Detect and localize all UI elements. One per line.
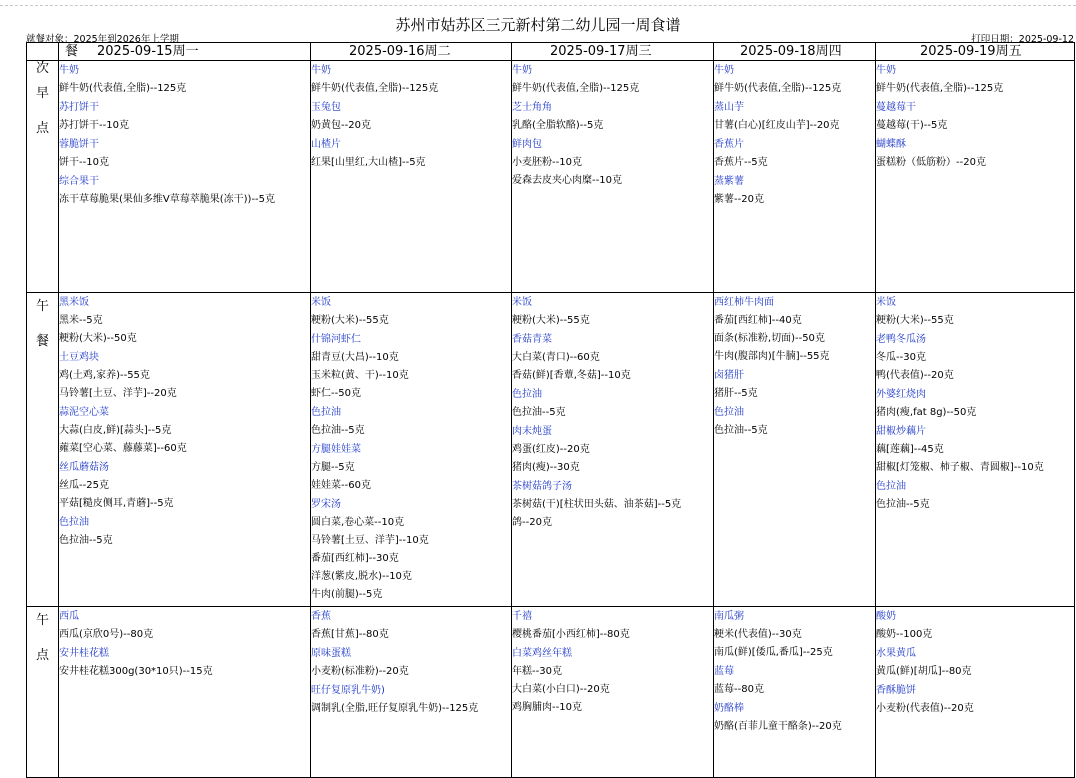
day-header	[876, 43, 1075, 61]
ingredient-item: 乳酪(全脂软酪)--5克	[512, 120, 604, 131]
ingredient-item: 小麦粉(代表值)--20克	[876, 703, 974, 714]
dish-name: 奶酪棒	[714, 703, 744, 714]
dish-name: 甜椒炒藕片	[876, 426, 926, 437]
ingredient-item: 牛肉(前腿)--5克	[311, 589, 383, 600]
day-weekday: 周五	[995, 44, 1022, 59]
ingredient-item: 蓝莓--80克	[714, 684, 764, 695]
dish-name: 蒸紫薯	[714, 176, 744, 187]
ingredient-item: 西瓜(京欣0号)--80克	[59, 629, 154, 640]
day-weekday: 周二	[424, 44, 451, 59]
day-date: 2025-09-16	[349, 44, 425, 59]
weekly-menu-table	[26, 42, 1075, 778]
ingredient-item: 蛋糕粉（低筋粉）--20克	[876, 157, 986, 168]
menu-cell	[512, 293, 714, 607]
dish-name: 山楂片	[311, 139, 341, 150]
ingredient-item: 南瓜(鲜)[倭瓜,番瓜]--25克	[714, 647, 833, 658]
dining-target-label: 就餐对象：2025年到2026年上学期	[26, 34, 179, 45]
ingredient-item: 酸奶--100克	[876, 629, 933, 640]
ingredient-item: 粳粉(大米)--50克	[59, 333, 137, 344]
ingredient-item: 鸡蛋(红皮)--20克	[512, 444, 590, 455]
dish-name: 蒸山芋	[714, 102, 744, 113]
ingredient-item: 蕹菜[空心菜、藤藤菜]--60克	[59, 443, 187, 454]
dish-name: 卤猪肝	[714, 370, 744, 381]
ingredient-item: 饼干--10克	[59, 157, 109, 168]
ingredient-item: 香蕉片--5克	[714, 157, 768, 168]
ingredient-item: 玉米粒(黄、干)--10克	[311, 370, 409, 381]
dish-name: 什锦河虾仁	[311, 334, 361, 345]
menu-cell	[876, 293, 1075, 607]
ingredient-item: 鲜牛奶(代表值,全脂)--125克	[714, 83, 842, 94]
dish-name: 色拉油	[512, 389, 542, 400]
ingredient-item: 甘薯(白心)[红皮山芋]--20克	[714, 120, 840, 131]
meal-label-char: 早	[35, 86, 49, 101]
menu-cell	[876, 61, 1075, 293]
dish-name: 老鸭冬瓜汤	[876, 334, 926, 345]
dish-name: 黑米饭	[59, 297, 89, 308]
ingredient-item: 粳米(代表值)--30克	[714, 629, 802, 640]
ingredient-item: 苏打饼干--10克	[59, 120, 129, 131]
menu-cell	[512, 607, 714, 778]
ingredient-item: 丝瓜--25克	[59, 480, 109, 491]
ingredient-item: 猪肝--5克	[714, 388, 758, 399]
meal-label-char: 点	[35, 121, 49, 136]
dish-name: 牛奶	[512, 65, 532, 76]
day-weekday: 周三	[625, 44, 652, 59]
menu-cell	[714, 61, 876, 293]
dish-name: 千禧	[512, 611, 532, 622]
dish-name: 鲜肉包	[512, 139, 542, 150]
ingredient-item: 红果[山里红,大山楂]--5克	[311, 157, 426, 168]
ingredient-item: 牛肉(腹部肉)[牛腩]--55克	[714, 351, 830, 362]
dish-name: 香蕉片	[714, 139, 744, 150]
menu-cell	[714, 293, 876, 607]
ingredient-item: 鸽--20克	[512, 517, 552, 528]
meal-row	[27, 607, 1075, 778]
page-title: 苏州市姑苏区三元新村第二幼儿园一周食谱	[395, 16, 681, 34]
dish-name: 牛奶	[59, 65, 79, 76]
ingredient-item: 粳粉(大米)--55克	[512, 315, 590, 326]
day-weekday: 周四	[815, 44, 842, 59]
dish-name: 牛奶	[714, 65, 734, 76]
dish-name: 蔓越莓干	[876, 102, 916, 113]
day-date: 2025-09-15	[97, 44, 173, 59]
ingredient-item: 洋葱(紫皮,脱水)--10克	[311, 571, 412, 582]
day-weekday: 周一	[172, 44, 199, 59]
menu-cell	[311, 61, 512, 293]
dish-name: 安井桂花糕	[59, 648, 109, 659]
ingredient-item: 番茄[西红柿]--40克	[714, 315, 802, 326]
meal-row	[27, 61, 1075, 293]
dish-name: 牛奶	[876, 65, 896, 76]
ingredient-item: 面条(标准粉,切面)--50克	[714, 333, 825, 344]
ingredient-item: 鲜牛奶(代表值,全脂)--125克	[311, 83, 439, 94]
ingredient-item: 香蕉[甘蕉]--80克	[311, 629, 389, 640]
meal-label-char: 餐	[35, 334, 49, 349]
ingredient-item: 大白菜(青口)--60克	[512, 352, 600, 363]
ingredient-item: 蔓越莓(干)--5克	[876, 120, 948, 131]
meal-label-char: 午	[35, 613, 49, 628]
ingredient-item: 安井桂花糕300g(30*10只)--15克	[59, 666, 213, 677]
ingredient-item: 冻干草莓脆果(果仙多维V草莓萃脆果(冻干))--5克	[59, 194, 276, 205]
day-header	[714, 43, 876, 61]
dish-name: 蓉脆饼干	[59, 139, 99, 150]
ingredient-item: 大白菜(小白口)--20克	[512, 684, 610, 695]
ingredient-item: 色拉油--5克	[311, 425, 365, 436]
dish-name: 苏打饼干	[59, 102, 99, 113]
ingredient-item: 香菇(鲜)[香蕈,冬菇]--10克	[512, 370, 631, 381]
ingredient-item: 甜椒[灯笼椒、柿子椒、青圆椒]--10克	[876, 462, 1044, 473]
menu-cell	[311, 607, 512, 778]
dish-name: 原味蛋糕	[311, 648, 351, 659]
meal-label-cell	[27, 293, 59, 607]
meal-row	[27, 293, 1075, 607]
day-date: 2025-09-19	[920, 44, 996, 59]
dish-name: 牛奶	[311, 65, 331, 76]
dish-name: 蓝莓	[714, 666, 734, 677]
ingredient-item: 粳粉(大米)--55克	[876, 315, 954, 326]
ingredient-item: 大蒜(白皮,鲜)[蒜头]--5克	[59, 425, 172, 436]
ingredient-item: 色拉油--5克	[512, 407, 566, 418]
ingredient-item: 紫薯--20克	[714, 194, 764, 205]
meal-column-header: 餐	[27, 43, 59, 61]
meal-label-char: 午	[35, 299, 49, 314]
meal-label-cell	[27, 61, 59, 293]
day-header	[512, 43, 714, 61]
corner-label-char: 次	[35, 61, 49, 76]
dish-name: 色拉油	[59, 517, 89, 528]
menu-cell	[512, 61, 714, 293]
dish-name: 罗宋汤	[311, 499, 341, 510]
ingredient-item: 甜青豆(大昌)--10克	[311, 352, 399, 363]
ingredient-item: 奶酪(百菲儿童干酪条)--20克	[714, 721, 842, 732]
ingredient-item: 马铃薯[土豆、洋芋]--20克	[59, 388, 177, 399]
day-header	[59, 43, 311, 61]
dish-name: 芝士角角	[512, 102, 552, 113]
dish-name: 色拉油	[876, 481, 906, 492]
dish-name: 外婆红烧肉	[876, 389, 926, 400]
ingredient-item: 藕[莲藕]--45克	[876, 444, 944, 455]
dish-name: 水果黄瓜	[876, 648, 916, 659]
ingredient-item: 方腿--5克	[311, 462, 355, 473]
dish-name: 丝瓜蘑菇汤	[59, 462, 109, 473]
ingredient-item: 色拉油--5克	[714, 425, 768, 436]
ingredient-item: 番茄[西红柿]--30克	[311, 553, 399, 564]
print-date-label: 打印日期：2025-09-12	[971, 34, 1074, 45]
day-date: 2025-09-17	[550, 44, 626, 59]
dish-name: 白菜鸡丝年糕	[512, 648, 572, 659]
ingredient-item: 年糕--30克	[512, 666, 562, 677]
ingredient-item: 鸡(土鸡,家养)--55克	[59, 370, 150, 381]
dish-name: 土豆鸡块	[59, 352, 99, 363]
ingredient-item: 鸡胸脯肉--10克	[512, 702, 582, 713]
ingredient-item: 虾仁--50克	[311, 388, 361, 399]
day-header	[311, 43, 512, 61]
ingredient-item: 鸭(代表值)--20克	[876, 370, 954, 381]
ingredient-item: 粳粉(大米)--55克	[311, 315, 389, 326]
day-date: 2025-09-18	[740, 44, 816, 59]
menu-cell	[59, 607, 311, 778]
ingredient-item: 鲜牛奶(代表值,全脂)--125克	[876, 83, 1004, 94]
dish-name: 蒜泥空心菜	[59, 407, 109, 418]
ingredient-item: 小麦胚粉--10克	[512, 157, 582, 168]
meal-label-cell	[27, 607, 59, 778]
ingredient-item: 奶黄包--20克	[311, 120, 371, 131]
ingredient-item: 小麦粉(标准粉)--20克	[311, 666, 409, 677]
dish-name: 方腿娃娃菜	[311, 444, 361, 455]
ingredient-item: 圆白菜,卷心菜--10克	[311, 517, 405, 528]
ingredient-item: 鲜牛奶(代表值,全脂)--125克	[512, 83, 640, 94]
top-dashed-divider	[0, 5, 1076, 6]
dish-name: 米饭	[311, 297, 331, 308]
ingredient-item: 平菇[糙皮侧耳,青蘑]--5克	[59, 498, 174, 509]
ingredient-item: 黄瓜(鲜)[胡瓜]--80克	[876, 666, 972, 677]
ingredient-item: 茶树菇(干)[柱状田头菇、油茶菇]--5克	[512, 499, 682, 510]
ingredient-item: 爱森去皮夹心肉糜--10克	[512, 175, 622, 186]
meal-label-char: 点	[35, 648, 49, 663]
dish-name: 南瓜粥	[714, 611, 744, 622]
dish-name: 米饭	[876, 297, 896, 308]
ingredient-item: 鲜牛奶(代表值,全脂)--125克	[59, 83, 187, 94]
dish-name: 香酥脆饼	[876, 685, 916, 696]
dish-name: 米饭	[512, 297, 532, 308]
menu-cell	[714, 607, 876, 778]
dish-name: 香蕉	[311, 611, 331, 622]
ingredient-item: 马铃薯[土豆、洋芋]--10克	[311, 535, 429, 546]
menu-cell	[59, 293, 311, 607]
header-row	[27, 43, 1075, 61]
menu-cell	[876, 607, 1075, 778]
dish-name: 肉末炖蛋	[512, 426, 552, 437]
dish-name: 旺仔复原乳牛奶)	[311, 685, 385, 696]
ingredient-item: 冬瓜--30克	[876, 352, 926, 363]
dish-name: 香菇青菜	[512, 334, 552, 345]
dish-name: 西瓜	[59, 611, 79, 622]
ingredient-item: 色拉油--5克	[876, 499, 930, 510]
dish-name: 茶树菇鸽子汤	[512, 481, 572, 492]
dish-name: 色拉油	[311, 407, 341, 418]
ingredient-item: 猪肉(瘦)--30克	[512, 462, 580, 473]
ingredient-item: 黑米--5克	[59, 315, 103, 326]
dish-name: 综合果干	[59, 176, 99, 187]
dish-name: 酸奶	[876, 611, 896, 622]
ingredient-item: 调制乳(全脂,旺仔复原乳牛奶)--125克	[311, 703, 479, 714]
dish-name: 色拉油	[714, 407, 744, 418]
menu-cell	[59, 61, 311, 293]
ingredient-item: 樱桃番茄[小西红柿]--80克	[512, 629, 630, 640]
dish-name: 西红柿牛肉面	[714, 297, 774, 308]
ingredient-item: 猪肉(瘦,fat 8g)--50克	[876, 407, 977, 418]
ingredient-item: 娃娃菜--60克	[311, 480, 371, 491]
dish-name: 玉兔包	[311, 102, 341, 113]
menu-cell	[311, 293, 512, 607]
dish-name: 蝴蝶酥	[876, 139, 906, 150]
ingredient-item: 色拉油--5克	[59, 535, 113, 546]
